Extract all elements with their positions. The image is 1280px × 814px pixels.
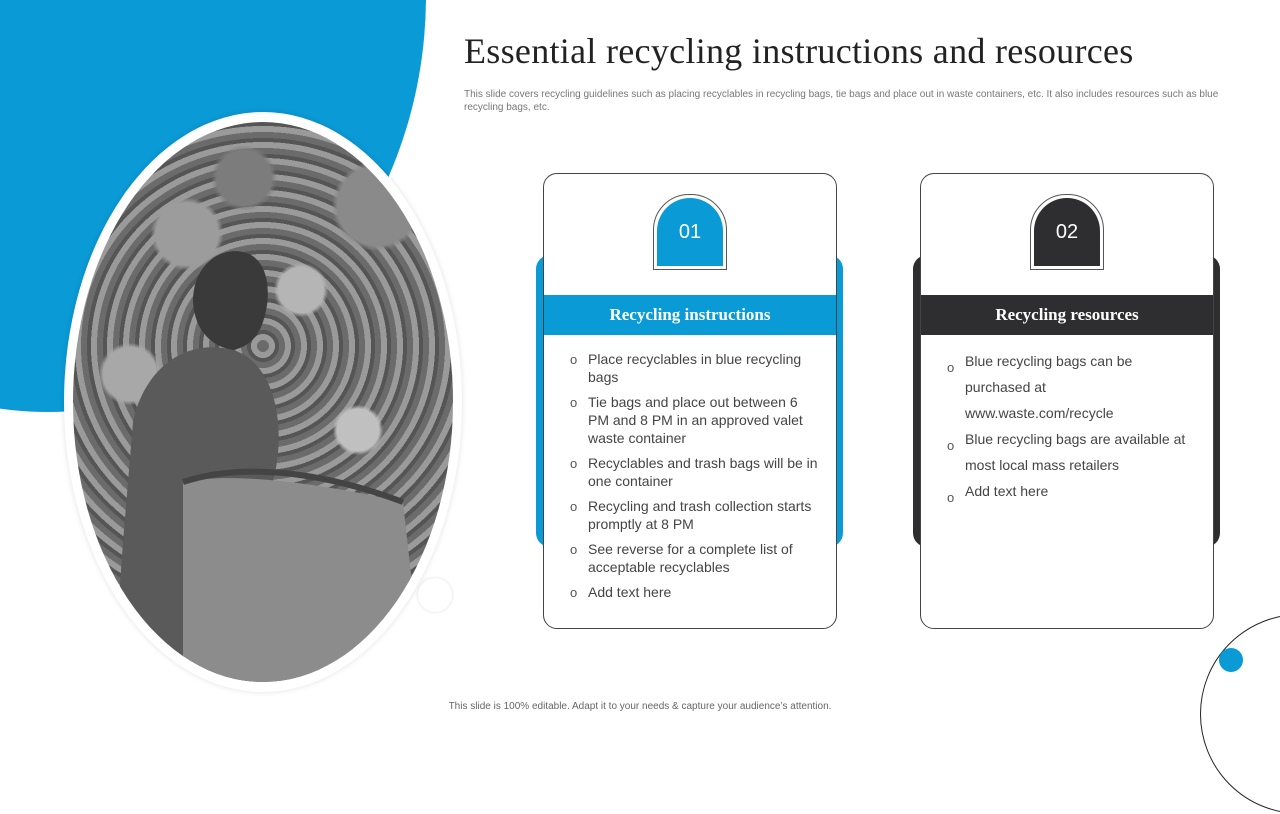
card-recycling-resources [920, 173, 1214, 629]
list-item [947, 426, 1197, 478]
decorative-corner-dot [1219, 648, 1243, 672]
list-item-text: Add text here [588, 584, 672, 600]
page-title: Essential recycling instructions and resources [464, 31, 1134, 71]
footer-note: This slide is 100% editable. Adapt it to your needs & capture your audience’s attention. [448, 701, 832, 712]
bullet-icon: o [947, 360, 955, 375]
recycling-worker-photo [73, 122, 453, 682]
bullet-icon: o [947, 438, 955, 453]
bullet-icon: o [570, 499, 578, 514]
card-recycling-instructions [543, 173, 837, 629]
bullet-icon: o [570, 395, 578, 410]
card-1-heading: Recycling instructions [544, 295, 836, 335]
photo-figure-silhouette [73, 122, 453, 682]
card-2-number: 02 [1034, 198, 1100, 266]
list-item [570, 497, 820, 533]
card-2-number-badge [1030, 194, 1104, 270]
bullet-icon: o [570, 456, 578, 471]
card-1-list [570, 350, 820, 608]
card-1-number: 01 [657, 198, 723, 266]
bullet-icon: o [570, 585, 578, 600]
decorative-corner-arc [1200, 614, 1280, 814]
card-1-number-badge [653, 194, 727, 270]
list-item-text: Add text here [965, 483, 1049, 499]
list-item-text: Recycling and trash collection starts promptly at 8 PM [588, 498, 812, 532]
list-item-text: Blue recycling bags can be purchased at www.waste.com/recycle [965, 353, 1133, 421]
list-item-text: Place recyclables in blue recycling bags [588, 351, 802, 385]
list-item-text: See reverse for a complete list of acceptable recyclables [588, 541, 793, 575]
bullet-icon: o [947, 490, 955, 505]
list-item [570, 350, 820, 386]
list-item [947, 478, 1197, 504]
list-item-text: Tie bags and place out between 6 PM and 8 PM in an approved valet waste container [588, 394, 803, 446]
list-item [570, 540, 820, 576]
card-2-heading: Recycling resources [921, 295, 1213, 335]
list-item [570, 583, 820, 601]
bullet-icon: o [570, 542, 578, 557]
page-subtitle: This slide covers recycling guidelines such as placing recyclables in recycling bags, tie bags and place out in waste containers, etc. It also includes resources such as blue recycling bags, etc. [464, 89, 1219, 113]
card-2-list [947, 348, 1197, 504]
list-item-text: Blue recycling bags are available at most local mass retailers [965, 431, 1186, 473]
bullet-icon: o [570, 352, 578, 367]
list-item [947, 348, 1197, 426]
list-item-text: Recyclables and trash bags will be in one container [588, 455, 818, 489]
list-item [570, 454, 820, 490]
decorative-small-circle [418, 578, 452, 612]
list-item [570, 393, 820, 447]
